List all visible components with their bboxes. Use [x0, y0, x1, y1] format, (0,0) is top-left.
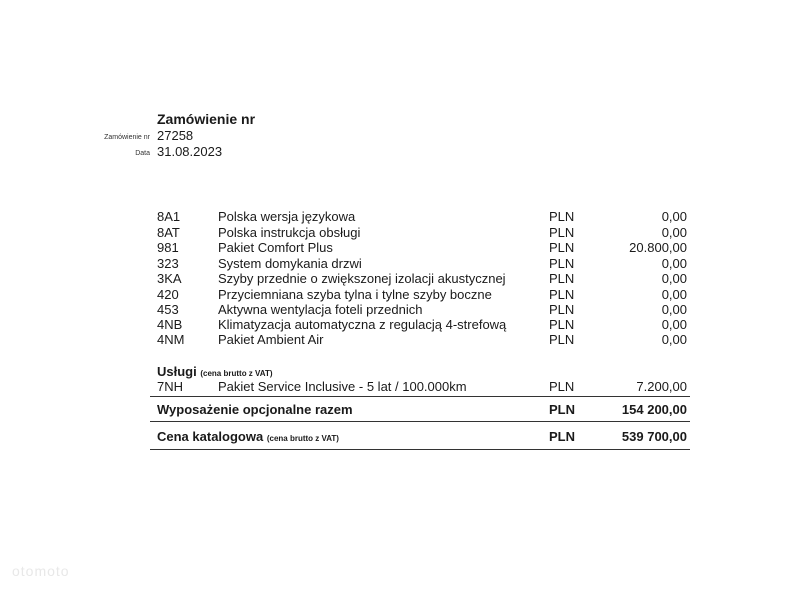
order-number-label: Zamówienie nr: [104, 134, 150, 141]
divider: [150, 449, 690, 450]
option-currency: PLN: [549, 271, 575, 286]
option-row: [157, 240, 687, 256]
option-currency: PLN: [549, 302, 575, 317]
divider: [150, 421, 690, 422]
option-description: Polska wersja językowa: [218, 209, 356, 224]
option-currency: PLN: [549, 317, 575, 332]
option-code: 420: [157, 287, 179, 302]
option-row: [157, 256, 687, 272]
service-code: 7NH: [157, 379, 184, 394]
service-row: [157, 379, 687, 395]
option-row: [157, 209, 687, 225]
option-amount: 0,00: [661, 332, 687, 347]
option-code: 4NB: [157, 317, 183, 332]
option-code: 8A1: [157, 209, 181, 224]
option-currency: PLN: [549, 287, 575, 302]
option-currency: PLN: [549, 225, 575, 240]
document-title: Zamówienie nr: [157, 111, 256, 127]
option-row: [157, 317, 687, 333]
service-amount: 7.200,00: [636, 379, 687, 394]
order-number: 27258: [157, 128, 194, 143]
option-amount: 20.800,00: [629, 240, 687, 255]
option-code: 4NM: [157, 332, 185, 347]
option-row: [157, 302, 687, 318]
list-price-label-group: [157, 429, 339, 447]
option-description: Szyby przednie o zwiększonej izolacji akustycznej: [218, 271, 506, 286]
option-amount: 0,00: [661, 256, 687, 271]
option-row: [157, 332, 687, 348]
order-date: 31.08.2023: [157, 144, 223, 159]
options-total-row: [157, 402, 687, 418]
option-row: [157, 287, 687, 303]
option-amount: 0,00: [661, 271, 687, 286]
option-code: 981: [157, 240, 179, 255]
list-price-note: (cena brutto z VAT): [266, 434, 339, 443]
option-row: [157, 225, 687, 241]
option-code: 8AT: [157, 225, 180, 240]
option-code: 3KA: [157, 271, 182, 286]
option-currency: PLN: [549, 209, 575, 224]
option-amount: 0,00: [661, 225, 687, 240]
option-description: Przyciemniana szyba tylna i tylne szyby boczne: [218, 287, 492, 302]
service-currency: PLN: [549, 379, 575, 394]
options-total-amount: 154 200,00: [621, 402, 687, 417]
option-currency: PLN: [549, 240, 575, 255]
list-price-amount: 539 700,00: [621, 429, 687, 444]
option-description: Pakiet Comfort Plus: [218, 240, 333, 255]
divider: [150, 396, 690, 397]
option-description: System domykania drzwi: [218, 256, 362, 271]
watermark-logo: otomoto: [12, 563, 70, 579]
option-amount: 0,00: [661, 317, 687, 332]
option-currency: PLN: [549, 256, 575, 271]
option-amount: 0,00: [661, 209, 687, 224]
list-price-row: [157, 429, 687, 445]
services-heading: [157, 364, 273, 379]
option-amount: 0,00: [661, 287, 687, 302]
services-heading-note: (cena brutto z VAT): [200, 369, 273, 378]
list-price-label: Cena katalogowa: [157, 429, 264, 444]
option-code: 323: [157, 256, 179, 271]
date-label: Data: [135, 150, 150, 157]
options-total-label: Wyposażenie opcjonalne razem: [157, 402, 353, 417]
option-code: 453: [157, 302, 179, 317]
option-description: Polska instrukcja obsługi: [218, 225, 361, 240]
option-row: [157, 271, 687, 287]
option-description: Pakiet Ambient Air: [218, 332, 324, 347]
options-total-currency: PLN: [549, 402, 575, 417]
option-currency: PLN: [549, 332, 575, 347]
option-amount: 0,00: [661, 302, 687, 317]
services-heading-label: Usługi: [157, 364, 197, 379]
option-description: Aktywna wentylacja foteli przednich: [218, 302, 423, 317]
option-description: Klimatyzacja automatyczna z regulacją 4-strefową: [218, 317, 507, 332]
service-description: Pakiet Service Inclusive - 5 lat / 100.000km: [218, 379, 467, 394]
list-price-currency: PLN: [549, 429, 575, 444]
